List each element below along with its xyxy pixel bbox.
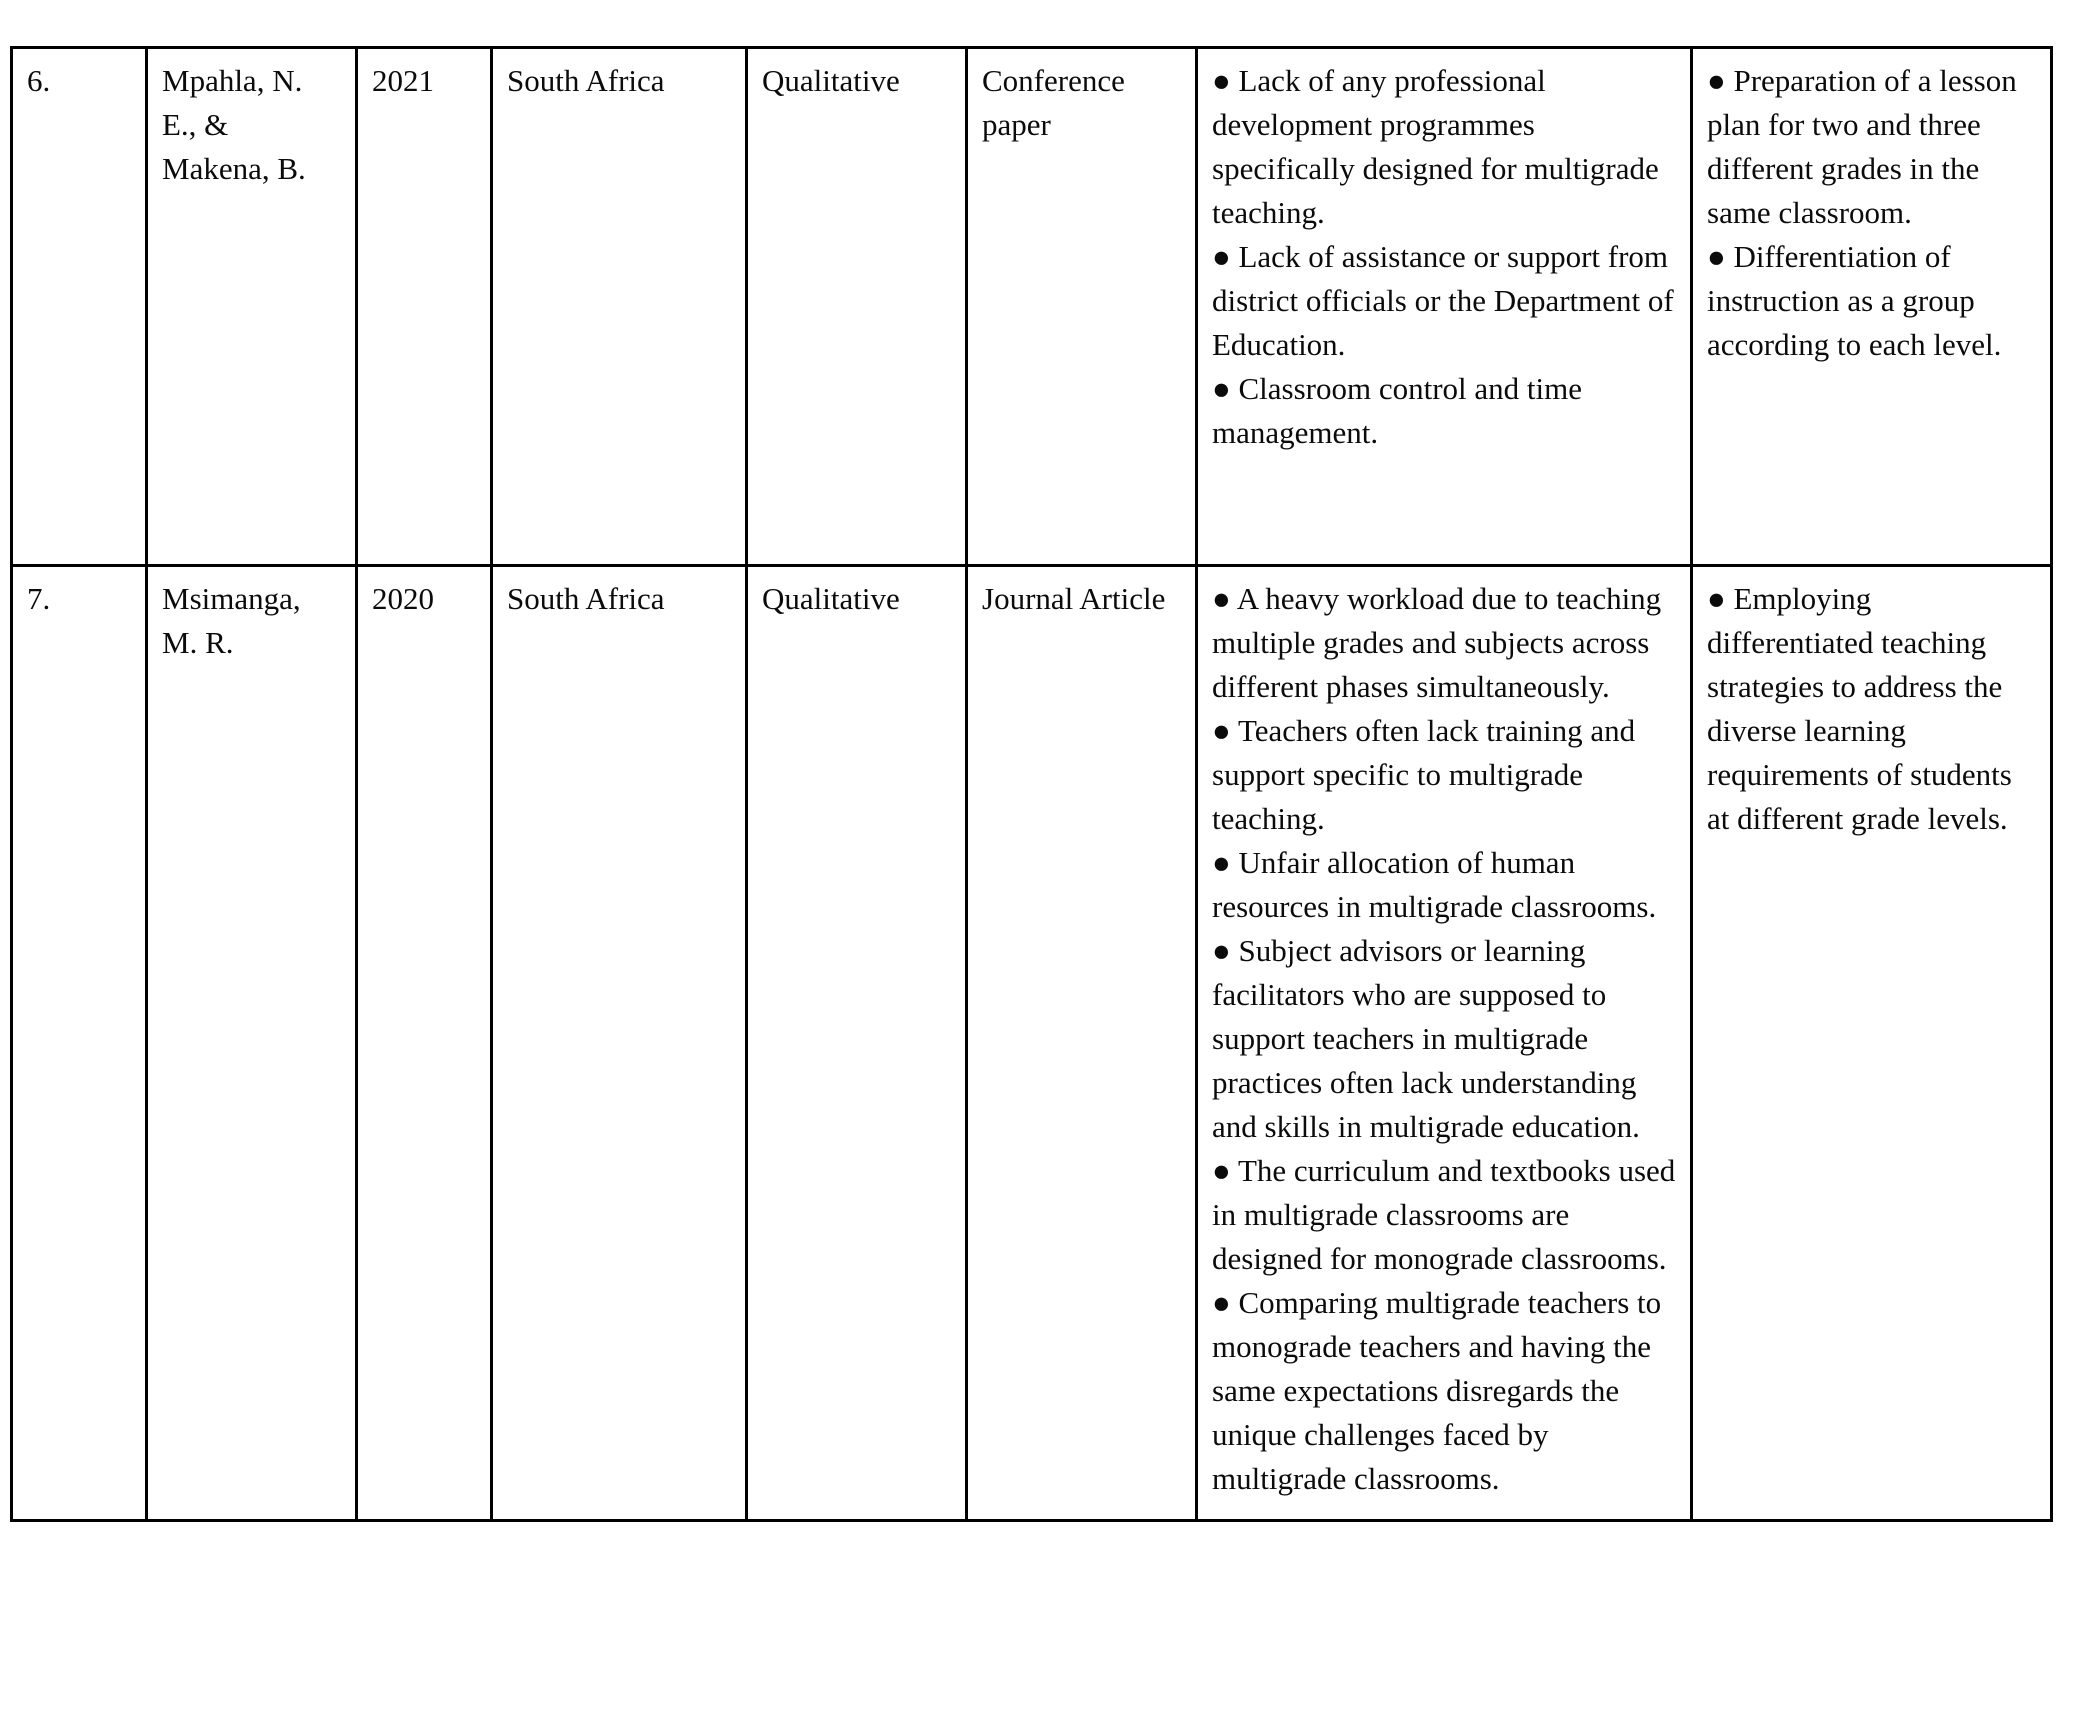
bullet-icon: ● xyxy=(1212,845,1231,881)
bullet-item xyxy=(1212,59,1676,235)
cell-publication-type xyxy=(967,566,1197,1521)
cell-publication-type xyxy=(967,48,1197,566)
bullet-text: Classroom control and time management. xyxy=(1212,371,1583,451)
bullet-text: The curriculum and textbooks used in multigrade classrooms are designed for monograde classrooms. xyxy=(1212,1153,1676,1277)
bullet-icon: ● xyxy=(1212,933,1231,969)
cell-country xyxy=(492,48,747,566)
bullet-text: Lack of assistance or support from district officials or the Department of Education. xyxy=(1212,239,1674,363)
publication-year: 2020 xyxy=(372,581,434,616)
bullet-text: Preparation of a lesson plan for two and three different grades in the same classroom. xyxy=(1707,63,2017,231)
bullet-icon: ● xyxy=(1707,581,1726,616)
cell-year xyxy=(357,566,492,1521)
cell-strategies xyxy=(1692,48,2052,566)
bullet-text: Employing differentiated teaching strategies to address the diverse learning requirements of students at different grade levels. xyxy=(1707,581,2012,837)
research-method: Qualitative xyxy=(762,63,900,98)
cell-method xyxy=(747,48,967,566)
bullet-icon: ● xyxy=(1212,581,1231,616)
country: South Africa xyxy=(507,581,665,616)
bullet-item xyxy=(1212,709,1676,841)
bullet-item xyxy=(1212,929,1676,1149)
cell-number xyxy=(12,566,147,1521)
publication-type: Journal Article xyxy=(982,581,1166,616)
bullet-item xyxy=(1212,577,1676,709)
cell-strategies xyxy=(1692,566,2052,1521)
bullet-icon: ● xyxy=(1212,371,1231,407)
bullet-item xyxy=(1212,235,1676,367)
bullet-icon: ● xyxy=(1212,1153,1231,1189)
bullet-item xyxy=(1707,577,2036,841)
bullet-text: Lack of any professional development programmes specifically designed for multigrade teaching. xyxy=(1212,63,1659,231)
bullet-icon: ● xyxy=(1212,713,1231,749)
publication-type: Conference paper xyxy=(982,63,1125,143)
cell-year xyxy=(357,48,492,566)
bullet-item xyxy=(1212,367,1676,455)
cell-challenges xyxy=(1197,566,1692,1521)
bullet-text: Differentiation of instruction as a group according to each level. xyxy=(1707,239,2002,363)
author-name: Mpahla, N. E., & Makena, B. xyxy=(162,63,306,187)
cell-number xyxy=(12,48,147,566)
bullet-item xyxy=(1212,1149,1676,1281)
bullet-text: Comparing multigrade teachers to monograde teachers and having the same expectations disregards the unique challenges faced by multigrade classrooms. xyxy=(1212,1285,1662,1497)
cell-challenges xyxy=(1197,48,1692,566)
bullet-icon: ● xyxy=(1707,63,1726,98)
publication-year: 2021 xyxy=(372,63,434,98)
bullet-icon: ● xyxy=(1212,239,1231,275)
bullet-text: A heavy workload due to teaching multiple grades and subjects across different phases simultaneously. xyxy=(1212,581,1662,705)
bullet-item xyxy=(1212,841,1676,929)
bullet-icon: ● xyxy=(1212,63,1231,98)
cell-country xyxy=(492,566,747,1521)
cell-method xyxy=(747,566,967,1521)
bullet-item xyxy=(1212,1281,1676,1501)
bullet-item xyxy=(1707,235,2036,367)
row-number: 6. xyxy=(27,63,51,98)
bullet-icon: ● xyxy=(1707,239,1726,275)
cell-author xyxy=(147,48,357,566)
bullet-text: Teachers often lack training and support specific to multigrade teaching. xyxy=(1212,713,1636,837)
research-method: Qualitative xyxy=(762,581,900,616)
country: South Africa xyxy=(507,63,665,98)
bullet-text: Subject advisors or learning facilitators who are supposed to support teachers in multigrade practices often lack understanding and skills in multigrade education. xyxy=(1212,933,1640,1145)
bullet-text: Unfair allocation of human resources in multigrade classrooms. xyxy=(1212,845,1657,925)
table-row xyxy=(12,48,2052,566)
cell-author xyxy=(147,566,357,1521)
bullet-item xyxy=(1707,59,2036,235)
literature-review-table xyxy=(10,46,2053,1522)
bullet-icon: ● xyxy=(1212,1285,1231,1321)
table-row xyxy=(12,566,2052,1521)
author-name: Msimanga, M. R. xyxy=(162,581,301,661)
row-number: 7. xyxy=(27,581,51,616)
